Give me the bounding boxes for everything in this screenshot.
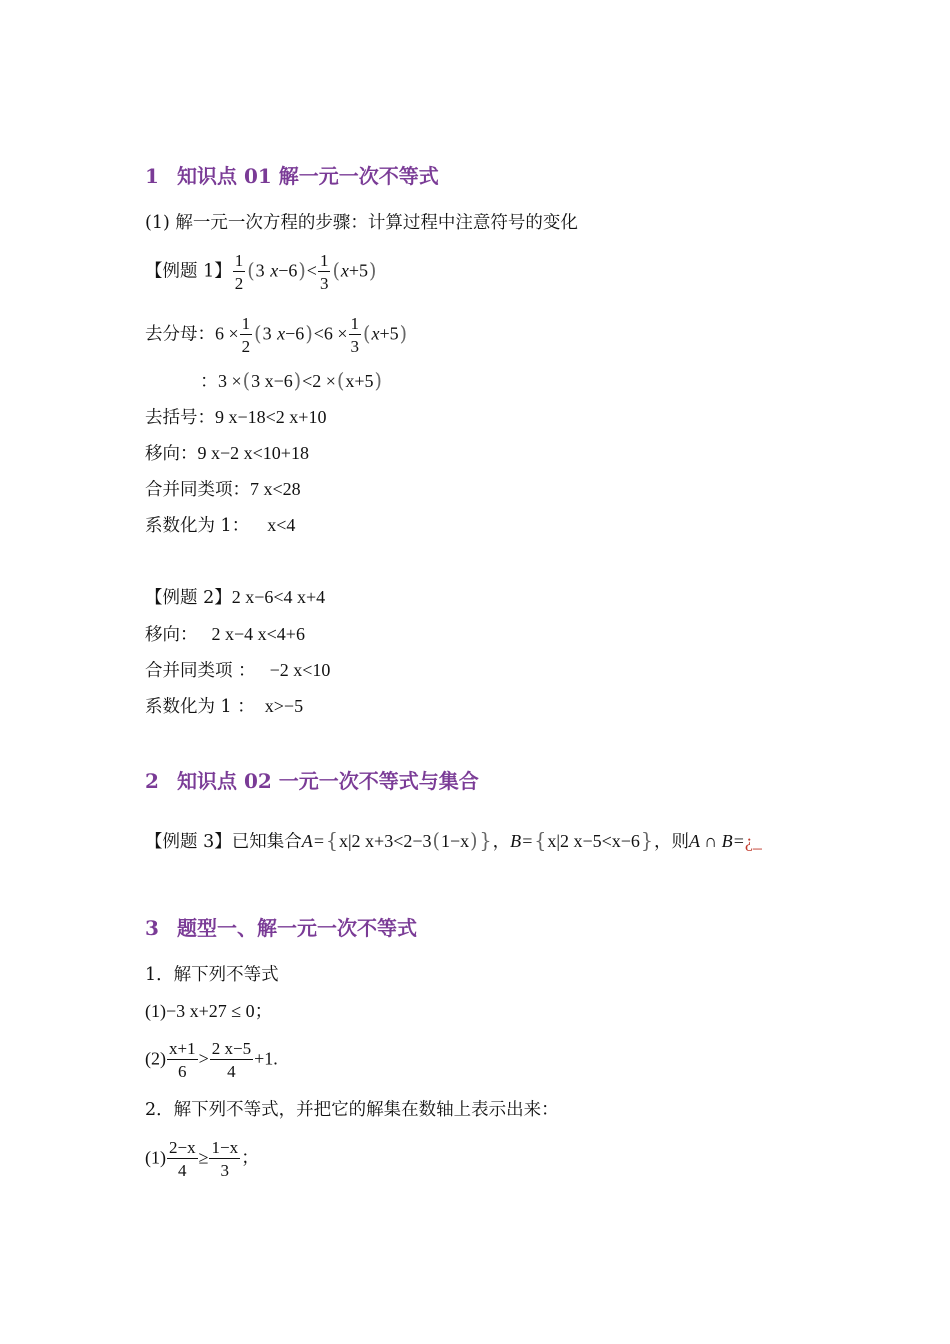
paren-open: (: [242, 368, 251, 394]
math-term: 6 ×: [215, 323, 239, 344]
math-op: >: [198, 1048, 209, 1069]
example-3: [145, 829, 762, 854]
math-term: ：3 ×: [200, 371, 242, 391]
fraction-third: [318, 252, 331, 292]
example-2-step-combine: [145, 658, 330, 683]
section-2-heading: [145, 765, 479, 794]
paren-close: ): [369, 258, 377, 283]
paren-open: (: [336, 368, 345, 394]
step-label: 系数化为 1：: [145, 516, 250, 536]
step-remove-parentheses: [145, 405, 326, 430]
paren-close: ): [399, 321, 408, 346]
denominator: 4: [178, 1161, 187, 1180]
section-title: 知识点 02 一元一次不等式与集合: [177, 769, 479, 793]
math-term: 3: [255, 260, 265, 281]
math-term: −6: [285, 323, 305, 344]
denominator: 2: [234, 274, 244, 293]
paren-open: (: [332, 258, 340, 283]
example-1: [145, 252, 377, 292]
step-combine: [145, 477, 301, 502]
example-3-label: 【例题 3】: [145, 832, 232, 852]
question-1-part-2: [145, 1040, 278, 1080]
math-var: x: [340, 260, 349, 281]
math-term: ；: [241, 1147, 260, 1168]
fraction: [209, 1139, 240, 1179]
denominator: 3: [220, 1161, 230, 1180]
step-label: 去分母：: [145, 324, 215, 345]
example-2: [145, 585, 325, 610]
math-term: 3 x−6: [251, 371, 293, 391]
math-term: 3: [262, 323, 272, 344]
step-expr: 2 x−4 x<4+6: [211, 624, 305, 644]
step-intro: (1) 解一元一次方程的步骤：计算过程中注意符号的变化: [145, 213, 578, 233]
math-op: ≥: [198, 1147, 209, 1168]
fraction: [210, 1040, 253, 1080]
set-a-name: A=: [301, 831, 325, 851]
fraction-half: [240, 315, 253, 355]
section-3-heading: [145, 912, 417, 941]
denominator: 3: [350, 337, 360, 356]
question-2-label: 2．解下列不等式，并把它的解集在数轴上表示出来：: [145, 1100, 559, 1120]
step-label: 合并同类项：: [145, 480, 250, 500]
fraction-third: [349, 315, 362, 355]
section-number: 1: [145, 164, 159, 188]
paren-close: ): [374, 368, 382, 394]
set-b-name: B=: [510, 831, 534, 851]
example-2-expr: 2 x−6<4 x+4: [231, 587, 326, 607]
answer-blank: ¿_: [744, 831, 762, 851]
numerator: 1: [241, 314, 251, 333]
section-title: 题型一、解一元一次不等式: [177, 916, 417, 940]
step-label: 移向：: [145, 625, 198, 645]
step-expr: 9 x−2 x<10+18: [197, 443, 309, 463]
example-3-text: ，则: [654, 832, 690, 852]
step-simplify: [200, 369, 383, 394]
denominator: 3: [319, 274, 329, 293]
numerator: 2 x−5: [211, 1039, 252, 1058]
step-label: 去括号：: [145, 408, 215, 428]
step-expr: −2 x<10: [269, 660, 331, 680]
separator: ，: [492, 832, 511, 852]
paren-close: ): [298, 258, 306, 283]
set-a-tail: 1−x: [440, 831, 470, 851]
step-expr: 7 x<28: [250, 479, 301, 499]
math-term: −6: [278, 260, 298, 281]
math-term: +5: [379, 323, 399, 344]
fraction-half: [233, 252, 246, 292]
paren-close: ): [470, 828, 478, 854]
question-2-part-1: [145, 1139, 259, 1179]
example-2-label: 【例题 2】: [145, 588, 232, 608]
section-1-heading: [145, 160, 439, 189]
step-expr: 9 x−18<2 x+10: [215, 407, 327, 427]
section-title: 知识点 01 解一元一次不等式: [177, 164, 439, 188]
part-prefix: (1): [145, 1147, 166, 1168]
numerator: 1: [234, 251, 244, 270]
step-label: 系数化为 1 ：: [145, 697, 255, 717]
numerator: x+1: [169, 1039, 196, 1058]
math-var: x: [277, 323, 286, 344]
set-b-body: x|2 x−5<x−6: [547, 831, 640, 851]
fraction: [167, 1139, 198, 1179]
part-prefix: (2): [145, 1048, 166, 1069]
section-number: 3: [145, 916, 159, 940]
example-2-step-move: [145, 622, 305, 647]
math-op: <: [306, 260, 317, 281]
math-term: <2 ×: [302, 371, 336, 391]
question-1-label: 1．解下列不等式: [145, 965, 279, 985]
fraction: [167, 1040, 198, 1080]
math-var: x: [270, 260, 279, 281]
step-clear-denominator: [145, 315, 408, 355]
intersection-query: A ∩ B=: [689, 831, 745, 851]
example-1-label: 【例题 1】: [145, 261, 232, 282]
step-move-terms: [145, 441, 309, 466]
paren-open: (: [363, 321, 371, 346]
math-var: x: [371, 323, 380, 344]
set-a-body: x|2 x+3<2−3: [338, 831, 432, 851]
denominator: 2: [241, 337, 251, 356]
numerator: 1−x: [211, 1138, 239, 1157]
step-label: 合并同类项 ：: [145, 661, 256, 681]
step-expr: x>−5: [264, 696, 304, 716]
denominator: 6: [178, 1062, 187, 1081]
step-coefficient: [145, 513, 295, 538]
math-term: <6 ×: [313, 323, 348, 344]
brace-close: }: [479, 828, 492, 854]
step-expr: x<4: [267, 515, 296, 535]
math-term: +1.: [254, 1048, 278, 1069]
numerator: 1: [350, 314, 360, 333]
section-number: 2: [145, 769, 159, 793]
brace-open: {: [534, 828, 547, 854]
numerator: 2−x: [169, 1138, 196, 1157]
paren-close: ): [305, 321, 313, 346]
brace-open: {: [325, 828, 338, 854]
denominator: 4: [227, 1062, 236, 1081]
brace-close: }: [640, 828, 654, 854]
step-label: 移向：: [145, 444, 198, 464]
paren-open: (: [247, 258, 255, 283]
example-2-step-coefficient: [145, 694, 303, 719]
math-term: +5: [348, 260, 369, 281]
math-term: x+5: [345, 371, 374, 391]
paren-open: (: [432, 828, 440, 854]
paren-close: ): [293, 368, 302, 394]
paren-open: (: [254, 321, 262, 346]
question-1-part-1: (1)−3 x+27 ≤ 0；: [145, 1001, 273, 1021]
numerator: 1: [319, 251, 329, 270]
example-3-text: 已知集合: [231, 832, 302, 852]
